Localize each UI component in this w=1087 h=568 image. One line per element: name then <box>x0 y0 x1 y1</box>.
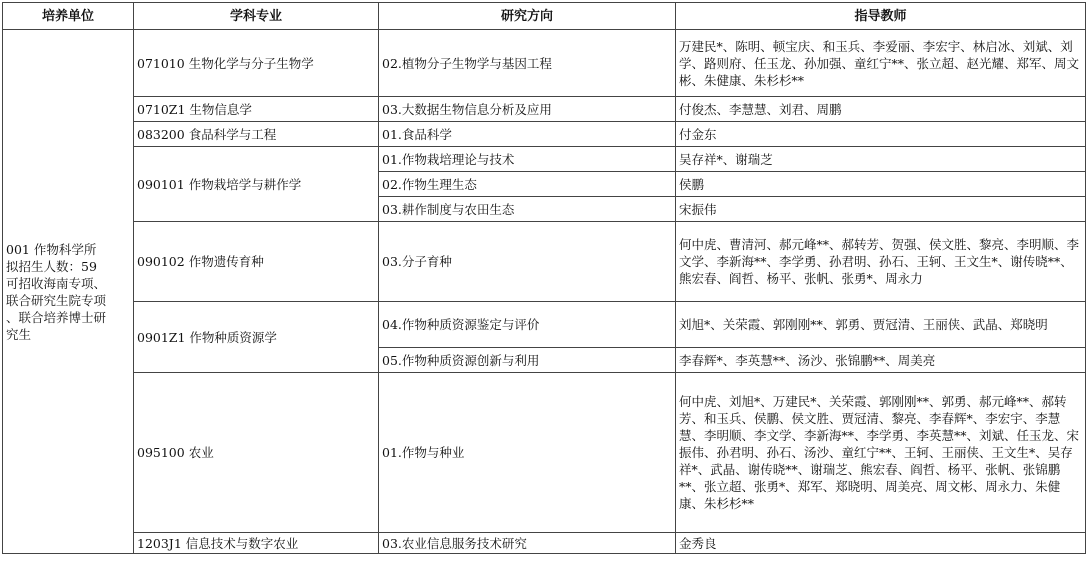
major-cell: 083200 食品科学与工程 <box>134 122 379 147</box>
advisors-cell: 刘旭*、关荣霞、郭刚刚**、郭勇、贾冠清、王丽侠、武晶、郑晓明 <box>676 302 1086 348</box>
direction-cell: 03.大数据生物信息分析及应用 <box>379 97 676 122</box>
direction-cell: 03.农业信息服务技术研究 <box>379 533 676 554</box>
header-major: 学科专业 <box>134 3 379 30</box>
table-row <box>3 30 1086 97</box>
unit-cell <box>3 30 134 554</box>
advisors-cell: 付金东 <box>676 122 1086 147</box>
table-row <box>3 302 1086 348</box>
table-row <box>3 533 1086 554</box>
header-direction: 研究方向 <box>379 3 676 30</box>
unit-line: 001 作物科学所 <box>6 241 97 257</box>
direction-cell: 03.耕作制度与农田生态 <box>379 197 676 222</box>
major-cell: 1203J1 信息技术与数字农业 <box>134 533 379 554</box>
direction-cell: 03.分子育种 <box>379 222 676 302</box>
advisors-cell: 侯鹏 <box>676 172 1086 197</box>
advisors-cell: 李春辉*、李英慧**、汤沙、张锦鹏**、周美亮 <box>676 348 1086 373</box>
table-row <box>3 122 1086 147</box>
direction-cell: 01.作物与种业 <box>379 373 676 533</box>
direction-cell: 02.作物生理生态 <box>379 172 676 197</box>
advisors-cell: 万建民*、陈明、顿宝庆、和玉兵、李爱丽、李宏宇、林启冰、刘斌、刘学、路则府、任玉龙、孙加强、童红宁**、张立超、赵光耀、郑军、周文彬、朱健康、朱杉杉** <box>676 30 1086 97</box>
unit-line: 究生 <box>6 326 32 342</box>
table-row <box>3 373 1086 533</box>
major-cell: 090101 作物栽培学与耕作学 <box>134 147 379 222</box>
admissions-table <box>2 2 1086 554</box>
major-cell: 095100 农业 <box>134 373 379 533</box>
unit-line: 联合研究生院专项 <box>6 292 107 308</box>
advisors-cell: 付俊杰、李慧慧、刘君、周鹏 <box>676 97 1086 122</box>
header-unit: 培养单位 <box>3 3 134 30</box>
direction-cell: 04.作物种质资源鉴定与评价 <box>379 302 676 348</box>
major-cell: 0710Z1 生物信息学 <box>134 97 379 122</box>
advisors-cell: 金秀良 <box>676 533 1086 554</box>
direction-cell: 01.作物栽培理论与技术 <box>379 147 676 172</box>
unit-line: 拟招生人数：59 <box>6 258 97 274</box>
major-cell: 0901Z1 作物种质资源学 <box>134 302 379 373</box>
advisors-cell: 吴存祥*、谢瑞芝 <box>676 147 1086 172</box>
major-cell: 071010 生物化学与分子生物学 <box>134 30 379 97</box>
header-advisors: 指导教师 <box>676 3 1086 30</box>
table-row <box>3 222 1086 302</box>
unit-line: 可招收海南专项、 <box>6 275 107 291</box>
major-cell: 090102 作物遗传育种 <box>134 222 379 302</box>
direction-cell: 01.食品科学 <box>379 122 676 147</box>
advisors-cell: 何中虎、曹清河、郝元峰**、郝转芳、贺强、侯文胜、黎亮、李明顺、李文学、李新海**、李学勇、孙君明、孙石、王轲、王文生*、谢传晓**、熊宏春、阎哲、杨平、张帆、张勇*、周永力 <box>676 222 1086 302</box>
unit-line: 、联合培养博士研 <box>6 309 107 325</box>
table-row <box>3 147 1086 172</box>
direction-cell: 02.植物分子生物学与基因工程 <box>379 30 676 97</box>
advisors-cell: 宋振伟 <box>676 197 1086 222</box>
direction-cell: 05.作物种质资源创新与利用 <box>379 348 676 373</box>
advisors-cell: 何中虎、刘旭*、万建民*、关荣霞、郭刚刚**、郭勇、郝元峰**、郝转芳、和玉兵、侯鹏、侯文胜、贾冠清、黎亮、李春辉*、李宏宇、李慧慧、李明顺、李文学、李新海**、李学勇、李英慧**、刘斌、任玉龙、宋振伟、孙君明、孙石、汤沙、童红宁**、王轲、王丽侠、王文生*、吴存祥*、武晶、谢传晓**、谢瑞芝、熊宏春、阎哲、杨平、张帆、张锦鹏**、张立超、张勇*、郑军、郑晓明、周美亮、周文彬、周永力、朱健康、朱杉杉** <box>676 373 1086 533</box>
header-row <box>3 3 1086 30</box>
table-row <box>3 97 1086 122</box>
